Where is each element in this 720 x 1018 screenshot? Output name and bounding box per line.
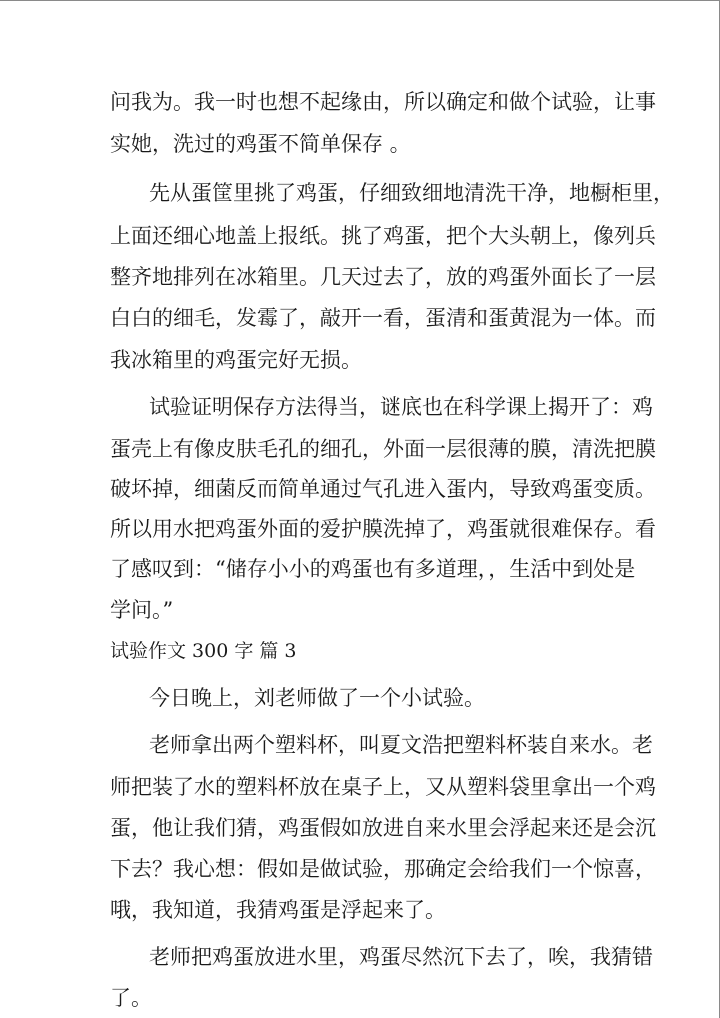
text-line: 破坏掉，细菌反而简单通过气孔进入蛋内，导致鸡蛋变质。 (110, 477, 656, 501)
text-line: 问我为。我一时也想不起缘由，所以确定和做个试验，让事 (110, 90, 656, 114)
text-line: 下去？我心想：假如是做试验，那确定会给我们一个惊喜， (110, 857, 656, 881)
text-line: 了感叹到：“储存小小的鸡蛋也有多道理，，生活中到处是 (110, 557, 636, 581)
text-line: 了。 (110, 986, 152, 1010)
text-line: 师把装了水的塑料杯放在桌子上，又从塑料袋里拿出一个鸡 (110, 775, 656, 799)
text-line: 哦，我知道，我猜鸡蛋是浮起来了。 (110, 898, 446, 922)
text-line: 先从蛋筐里挑了鸡蛋，仔细致细地清洗干净，地橱柜里， (149, 181, 674, 205)
text-line: 蛋壳上有像皮肤毛孔的细孔，外面一层很薄的膜，清洗把膜 (110, 437, 656, 461)
text-line: 整齐地排列在冰箱里。几天过去了，放的鸡蛋外面长了一层 (110, 265, 656, 289)
text-line: 我冰箱里的鸡蛋完好无损。 (110, 348, 362, 372)
text-line: 今日晚上，刘老师做了一个小试验。 (149, 686, 485, 710)
text-line: 试验证明保存方法得当，谜底也在科学课上揭开了：鸡 (149, 395, 653, 419)
text-line: 蛋，他让我们猜，鸡蛋假如放进自来水里会浮起来还是会沉 (110, 816, 656, 840)
text-line: 老师把鸡蛋放进水里，鸡蛋尽然沉下去了，唉，我猜错 (149, 945, 653, 969)
section-heading: 试验作文 300 字 篇 3 (110, 640, 297, 662)
text-line: 老师拿出两个塑料杯，叫夏文浩把塑料杯装自来水。老 (149, 733, 653, 757)
text-line: 所以用水把鸡蛋外面的爱护膜洗掉了，鸡蛋就很难保存。看 (110, 517, 656, 541)
text-line: 学问。” (110, 598, 174, 622)
text-line: 白白的细毛，发霉了，敲开一看，蛋清和蛋黄混为一体。而 (110, 306, 656, 330)
text-line: 实她，洗过的鸡蛋不简单保存 。 (110, 132, 411, 156)
text-line: 上面还细心地盖上报纸。挑了鸡蛋，把个大头朝上，像列兵 (110, 224, 656, 248)
